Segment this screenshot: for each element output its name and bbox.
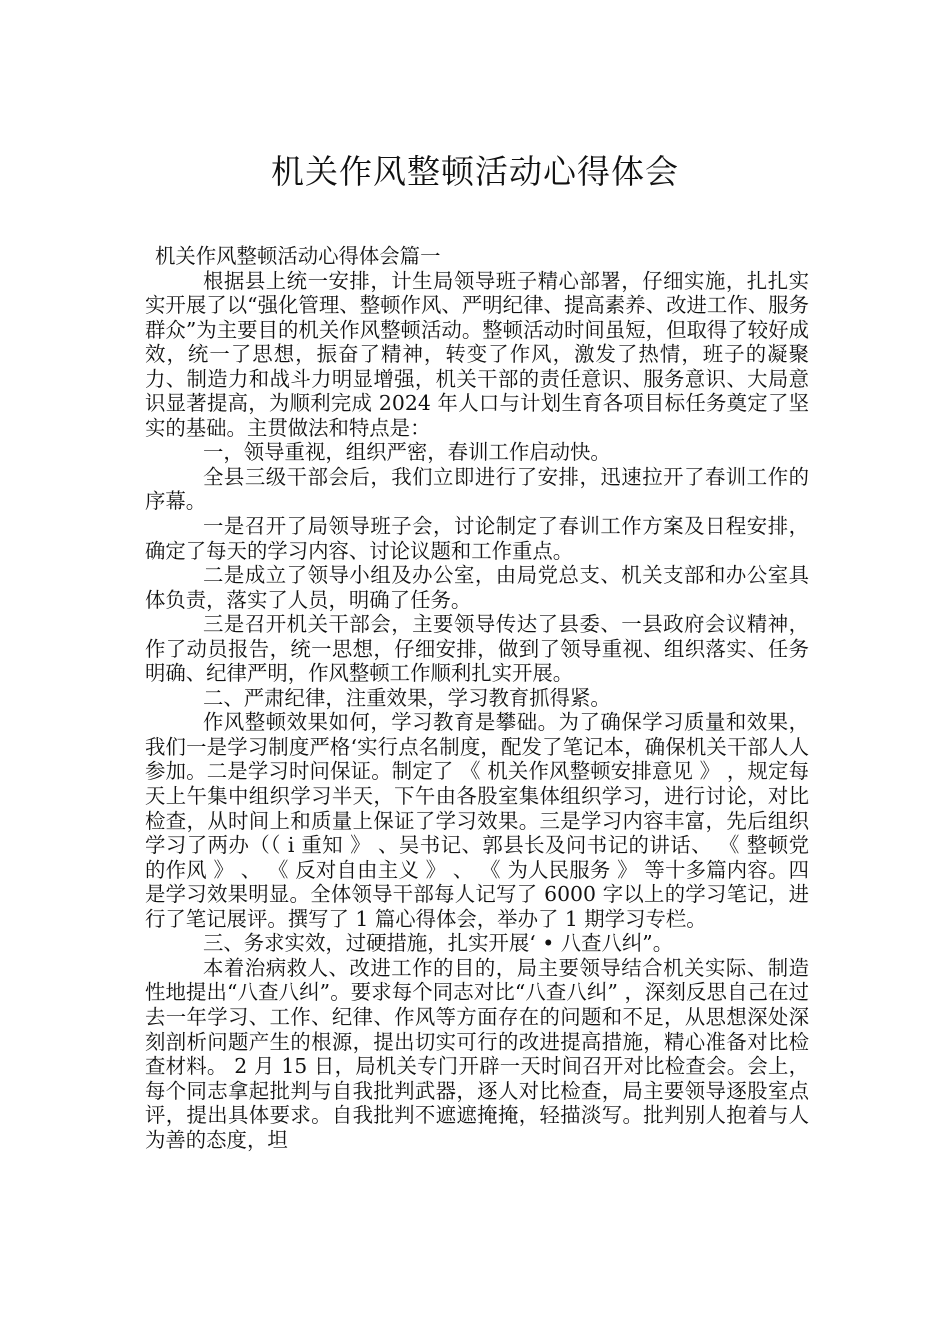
heading-two: 二、严肃纪律，注重效果，学习教育抓得紧。 — [203, 685, 611, 710]
paragraph: 作风整顿效果如何，学习教育是攀础。为了确保学习质量和效果，我们一是学习制度严格‘实行点名制度，配发了笔记本，确保机关干部人人参加。二是学习时问保证。制定了 《 机关作风整顿安排意见 》 ，规定每天上午集中组织学习半天，下午由各股室集体组织学习，进行讨论，对比检查，从时间上和质量上保证了学习效果。三是学习内容丰富，先后组织学习了两办（（ i 重知 》 、吴书记、郭县长及问书记的讲话、 《 整顿党的作风 》 、 《 反对自由主义 》 、 《 为人民服务 》 等十多篇内容。四是学习效果明显。全体领导干部每人记写了 6000 字以上的学习笔记，进行了笔记展评。撰写了 1 篇心得体会，举办了 1 期学习专栏。 — [145, 710, 809, 931]
paragraph-intro: 根据县上统一安排，计生局领导班子精心部署，仔细实施，扎扎实实开展了以“强化管理、整顿作风、严明纪律、提高素养、改进工作、服务群众”为主要目的机关作风整顿活动。整顿活动时间虽短，但取得了较好成效，统一了思想，振奋了精神，转变了作风，激发了热情，班子的凝聚力、制造力和战斗力明显增强，机关干部的责任意识、服务意识、大局意识显著提高，为顺利完成 2024 年人口与计划生育各项目标任务奠定了坚实的基础。主贯做法和特点是： — [145, 268, 809, 440]
paragraph: 二是成立了领导小组及办公室，由局党总支、机关支部和办公室具体负责，落实了人员，明确了任务。 — [145, 563, 809, 612]
paragraph: 一是召开了局领导班子会，讨论制定了春训工作方案及日程安排，确定了每天的学习内容、讨论议题和工作重点。 — [145, 514, 809, 563]
document-body — [145, 244, 809, 1152]
section-heading: 机关作风整顿活动心得体会篇一 — [155, 244, 441, 268]
paragraph: 三是召开机关干部会，主要领导传达了县委、一县政府会议精神，作了动员报告，统一思想，仔细安排，做到了领导重视、组织落实、任务明确、纪律严明，作风整顿工作顺利扎实开展。 — [145, 612, 809, 686]
paragraph: 本着治病救人、改进工作的目的，局主要领导结合机关实际、制造性地提出“八查八纠”。要求每个同志对比“八查八纠” ，深刻反思自己在过去一年学习、工作、纪律、作风等方面存在的问题和不足，从思想深处深刻剖析问题产生的根源，提出切实可行的改进提高措施，精心准备对比检查材料。 2 月 15 日，局机关专门开辟一天时间召开对比检查会。会上，每个同志拿起批判与自我批判武器，逐人对比检查，局主要领导逐股室点评，提出具体要求。自我批判不遮遮掩掩，轻描淡写。批判别人抱着与人为善的态度，坦 — [145, 955, 809, 1152]
paragraph: 全县三级干部会后，我们立即进行了安排，迅速拉开了春训工作的序幕。 — [145, 464, 809, 514]
heading-one: 一，领导重视，组织严密，春训工作启动快。 — [203, 440, 611, 465]
document-title: 机关作风整顿活动心得体会 — [271, 152, 679, 192]
heading-three: 三、务求实效，过硬措施，扎实开展‘ • 八查八纠”。 — [203, 931, 674, 956]
